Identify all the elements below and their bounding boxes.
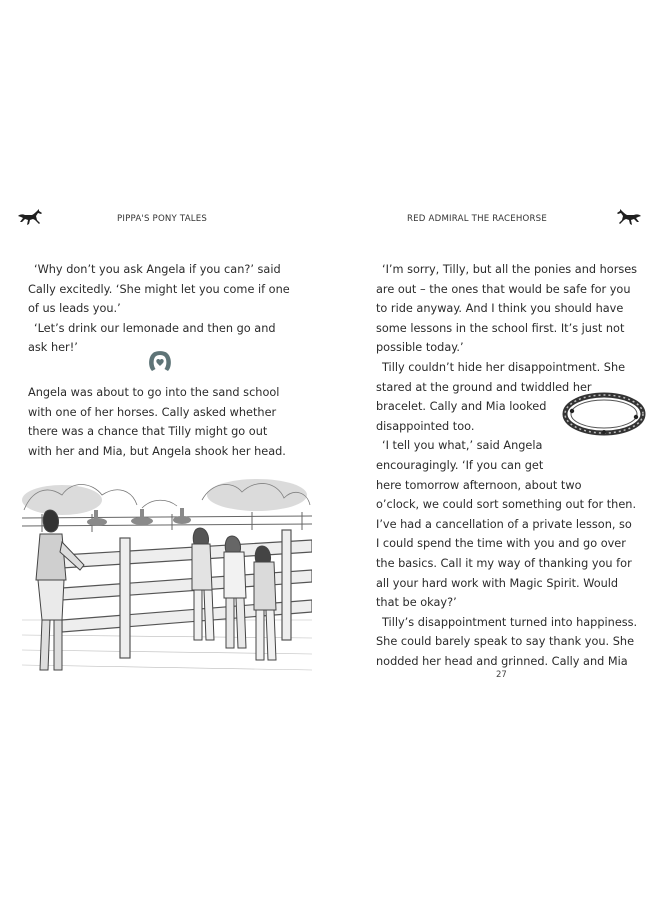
text-line: I could spend the time with you and go over: [376, 537, 626, 551]
text-line: there was a chance that Tilly might go out: [28, 425, 268, 439]
left-text-group-2: [28, 383, 318, 461]
right-text-block: [376, 260, 656, 671]
text-line: to ride anyway. And I think you should have: [376, 302, 624, 316]
text-line: o’clock, we could sort something out for then.: [376, 498, 637, 512]
right-page: [330, 0, 660, 904]
left-text-group-1: [28, 260, 318, 358]
text-line: ‘I tell you what,’ said Angela: [382, 439, 543, 453]
text-line: with her and Mia, but Angela shook her head.: [28, 444, 286, 458]
text-line: possible today.’: [376, 341, 464, 355]
text-line: encouragingly. ‘If you can get: [376, 458, 544, 472]
text-line: are out – the ones that would be safe for you: [376, 282, 631, 296]
text-line: Angela was about to go into the sand school: [28, 386, 280, 399]
text-line: ‘Let’s drink our lemonade and then go and: [34, 321, 276, 335]
running-horse-icon: [17, 208, 43, 226]
paddock-illustration: [22, 470, 312, 690]
running-head-left: PIPPA'S PONY TALES: [117, 214, 208, 224]
text-line: I’ve had a cancellation of a private lesson, so: [376, 517, 632, 531]
text-line: with one of her horses. Cally asked whether: [28, 405, 277, 419]
text-line: Tilly couldn’t hide her disappointment. She: [382, 360, 626, 374]
text-line: some lessons in the school first. It’s just not: [376, 321, 625, 335]
running-horse-icon: [616, 208, 642, 226]
text-line: Cally excitedly. ‘She might let you come if one: [28, 282, 290, 296]
text-line: that be okay?’: [376, 596, 457, 610]
text-line: Tilly’s disappointment turned into happiness.: [382, 615, 638, 629]
page-number: 27: [496, 670, 507, 680]
text-line: disappointed too.: [376, 419, 475, 433]
text-line: here tomorrow afternoon, about two: [376, 478, 582, 492]
text-line: ask her!’: [28, 341, 78, 355]
text-line: all your hard work with Magic Spirit. Would: [376, 576, 619, 590]
text-line: the basics. Call it my way of thanking you for: [376, 556, 632, 570]
text-line: She could barely speak to say thank you. She: [376, 635, 635, 649]
running-head-right: RED ADMIRAL THE RACEHORSE: [407, 214, 547, 224]
bracelet-illustration: [562, 391, 646, 437]
horseshoe-heart-icon: [147, 349, 173, 375]
text-line: bracelet. Cally and Mia looked: [376, 400, 547, 414]
text-line: stared at the ground and twiddled her: [376, 380, 592, 394]
text-line: ‘I’m sorry, Tilly, but all the ponies and horses: [382, 263, 638, 276]
text-line: of us leads you.’: [28, 302, 121, 316]
text-line: nodded her head and grinned. Cally and Mia: [376, 654, 628, 668]
text-line: ‘Why don’t you ask Angela if you can?’ said: [34, 263, 281, 276]
